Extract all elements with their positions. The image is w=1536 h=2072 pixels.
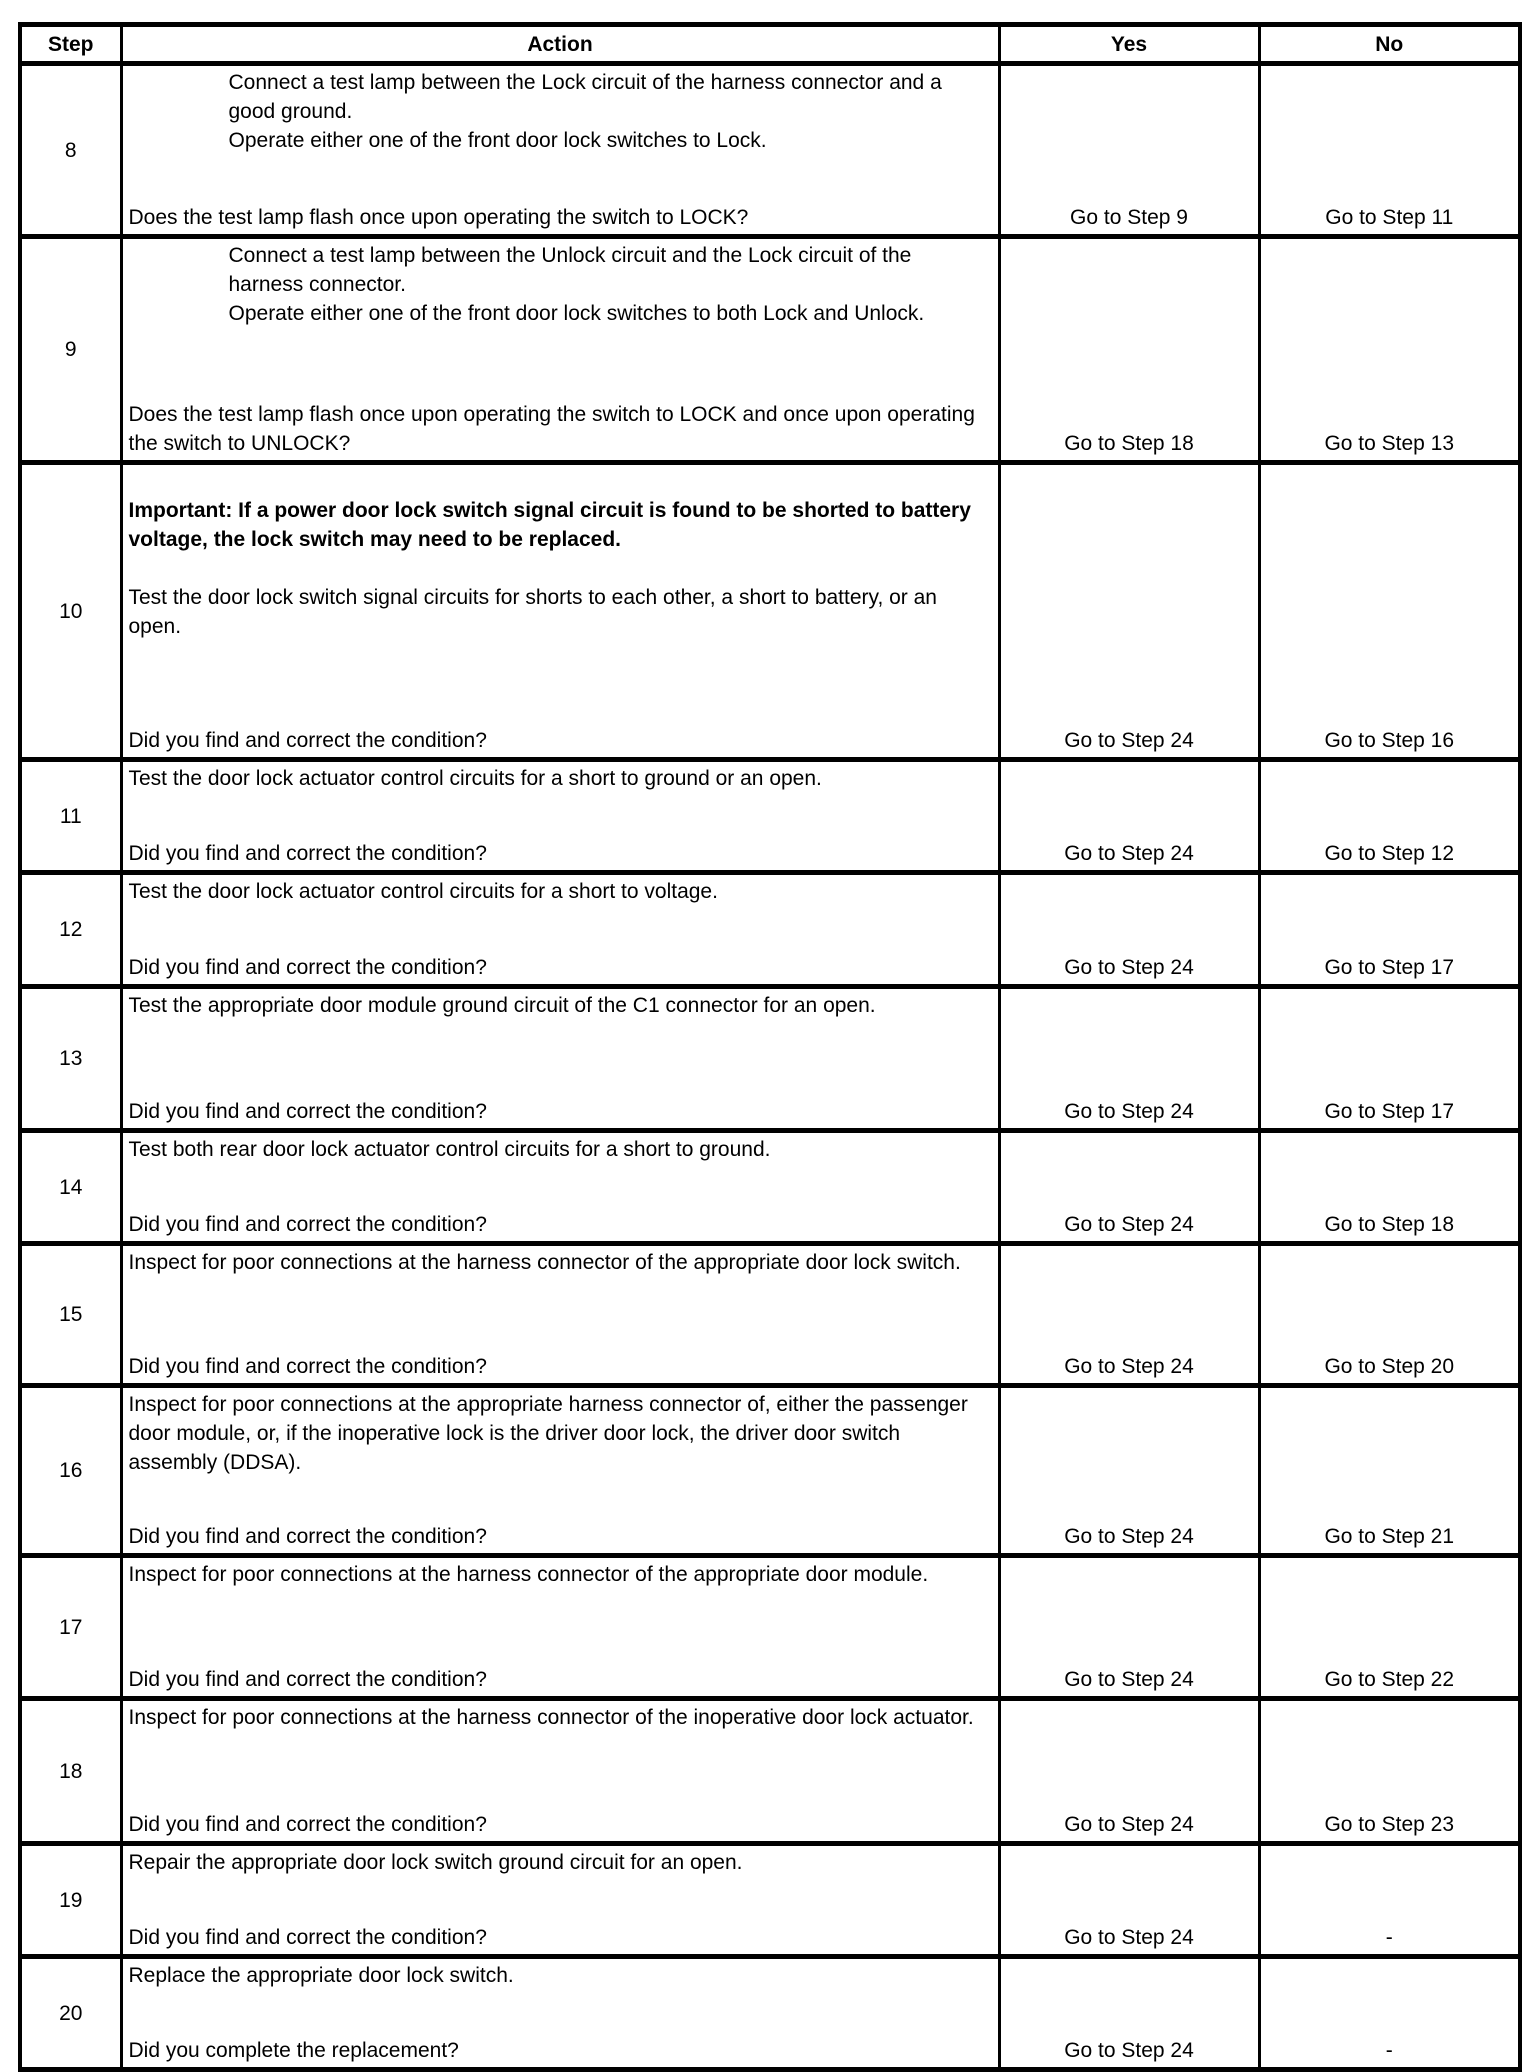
table-row [20,64,1520,237]
instruction-text: Inspect for poor connections at the harness connector of the appropriate door module. [128,1563,929,1586]
no-result: Go to Step 11 [1259,64,1520,237]
yes-result: Go to Step 24 [999,760,1259,873]
no-result: Go to Step 18 [1259,1131,1520,1244]
yes-result: Go to Step 9 [999,64,1259,237]
no-result: Go to Step 22 [1259,1556,1520,1699]
table-row [20,463,1520,760]
yes-result: Go to Step 24 [999,1957,1259,2070]
question-text: Did you find and correct the condition? [128,1813,487,1836]
step-number: 10 [20,463,121,760]
table-row [20,1699,1520,1844]
question-text: Does the test lamp flash once upon operating the switch to LOCK and once upon operating the switch to UNLOCK? [128,403,975,455]
step-number: 18 [20,1699,121,1844]
question-text: Did you find and correct the condition? [128,1525,487,1548]
step-number: 19 [20,1844,121,1957]
step-number: 17 [20,1556,121,1699]
table-row [20,1957,1520,2070]
no-result: Go to Step 21 [1259,1386,1520,1556]
table-row [20,237,1520,463]
instruction-text: Test the door lock actuator control circuits for a short to ground or an open. [128,767,822,790]
no-result: Go to Step 23 [1259,1699,1520,1844]
step-number: 9 [20,237,121,463]
action-cell [121,1131,999,1244]
instruction-text: Inspect for poor connections at the harness connector of the inoperative door lock actuator. [128,1706,974,1729]
header-step: Step [20,25,121,64]
instruction-text: Operate either one of the front door lock switches to Lock. [228,129,767,152]
step-number: 13 [20,987,121,1131]
question-text: Did you find and correct the condition? [128,1213,487,1236]
question-text: Did you find and correct the condition? [128,1926,487,1949]
action-cell [121,1957,999,2070]
instruction-text: Connect a test lamp between the Lock circuit of the harness connector and a good ground. [228,71,942,123]
instruction-text: Replace the appropriate door lock switch. [128,1964,514,1987]
action-cell [121,873,999,987]
action-cell [121,237,999,463]
yes-result: Go to Step 24 [999,987,1259,1131]
action-cell [121,987,999,1131]
question-text: Did you find and correct the condition? [128,842,487,865]
action-cell [121,1844,999,1957]
question-text: Did you complete the replacement? [128,2039,459,2062]
header-yes: Yes [999,25,1259,64]
table-row [20,987,1520,1131]
instruction-text: Test the door lock actuator control circuits for a short to voltage. [128,880,718,903]
action-cell [121,1244,999,1386]
yes-result: Go to Step 18 [999,237,1259,463]
instruction-text: Inspect for poor connections at the harness connector of the appropriate door lock switch. [128,1251,961,1274]
yes-result: Go to Step 24 [999,463,1259,760]
action-cell [121,1556,999,1699]
no-result: Go to Step 12 [1259,760,1520,873]
table-row [20,1386,1520,1556]
question-text: Did you find and correct the condition? [128,1355,487,1378]
header-row [20,25,1520,64]
action-cell [121,760,999,873]
no-result: - [1259,1957,1520,2070]
instruction-text: Operate either one of the front door lock switches to both Lock and Unlock. [228,302,925,325]
header-action: Action [121,25,999,64]
action-cell [121,64,999,237]
instruction-text: Test the door lock switch signal circuits for shorts to each other, a short to battery, or an open. [128,586,937,638]
yes-result: Go to Step 24 [999,1844,1259,1957]
step-number: 20 [20,1957,121,2070]
step-number: 16 [20,1386,121,1556]
yes-result: Go to Step 24 [999,1244,1259,1386]
table-row [20,1131,1520,1244]
no-result: Go to Step 17 [1259,873,1520,987]
instruction-text: Test the appropriate door module ground circuit of the C1 connector for an open. [128,994,876,1017]
diagnostic-table [18,22,1522,2072]
yes-result: Go to Step 24 [999,1556,1259,1699]
step-number: 11 [20,760,121,873]
action-cell [121,1386,999,1556]
instruction-text: Connect a test lamp between the Unlock circuit and the Lock circuit of the harness connector. [228,244,912,296]
question-text: Did you find and correct the condition? [128,956,487,979]
yes-result: Go to Step 24 [999,1699,1259,1844]
instruction-text: Repair the appropriate door lock switch ground circuit for an open. [128,1851,743,1874]
table-row [20,760,1520,873]
step-number: 8 [20,64,121,237]
no-result: Go to Step 17 [1259,987,1520,1131]
step-number: 12 [20,873,121,987]
question-text: Did you find and correct the condition? [128,729,487,752]
header-no: No [1259,25,1520,64]
yes-result: Go to Step 24 [999,873,1259,987]
no-result: Go to Step 13 [1259,237,1520,463]
table-row [20,1556,1520,1699]
question-text: Does the test lamp flash once upon operating the switch to LOCK? [128,206,749,229]
question-text: Did you find and correct the condition? [128,1668,487,1691]
no-result: Go to Step 20 [1259,1244,1520,1386]
step-number: 15 [20,1244,121,1386]
no-result: - [1259,1844,1520,1957]
action-cell [121,1699,999,1844]
yes-result: Go to Step 24 [999,1131,1259,1244]
question-text: Did you find and correct the condition? [128,1100,487,1123]
instruction-text: Test both rear door lock actuator control circuits for a short to ground. [128,1138,771,1161]
action-cell [121,463,999,760]
instruction-text: Inspect for poor connections at the appropriate harness connector of, either the passenger door module, or, if the inoperative lock is the driver door lock, the driver door switch assembly (DDSA). [128,1393,968,1474]
important-note: Important: If a power door lock switch signal circuit is found to be shorted to battery voltage, the lock switch may need to be replaced. [128,499,971,551]
yes-result: Go to Step 24 [999,1386,1259,1556]
table-row [20,1844,1520,1957]
table-row [20,1244,1520,1386]
table-row [20,873,1520,987]
no-result: Go to Step 16 [1259,463,1520,760]
step-number: 14 [20,1131,121,1244]
